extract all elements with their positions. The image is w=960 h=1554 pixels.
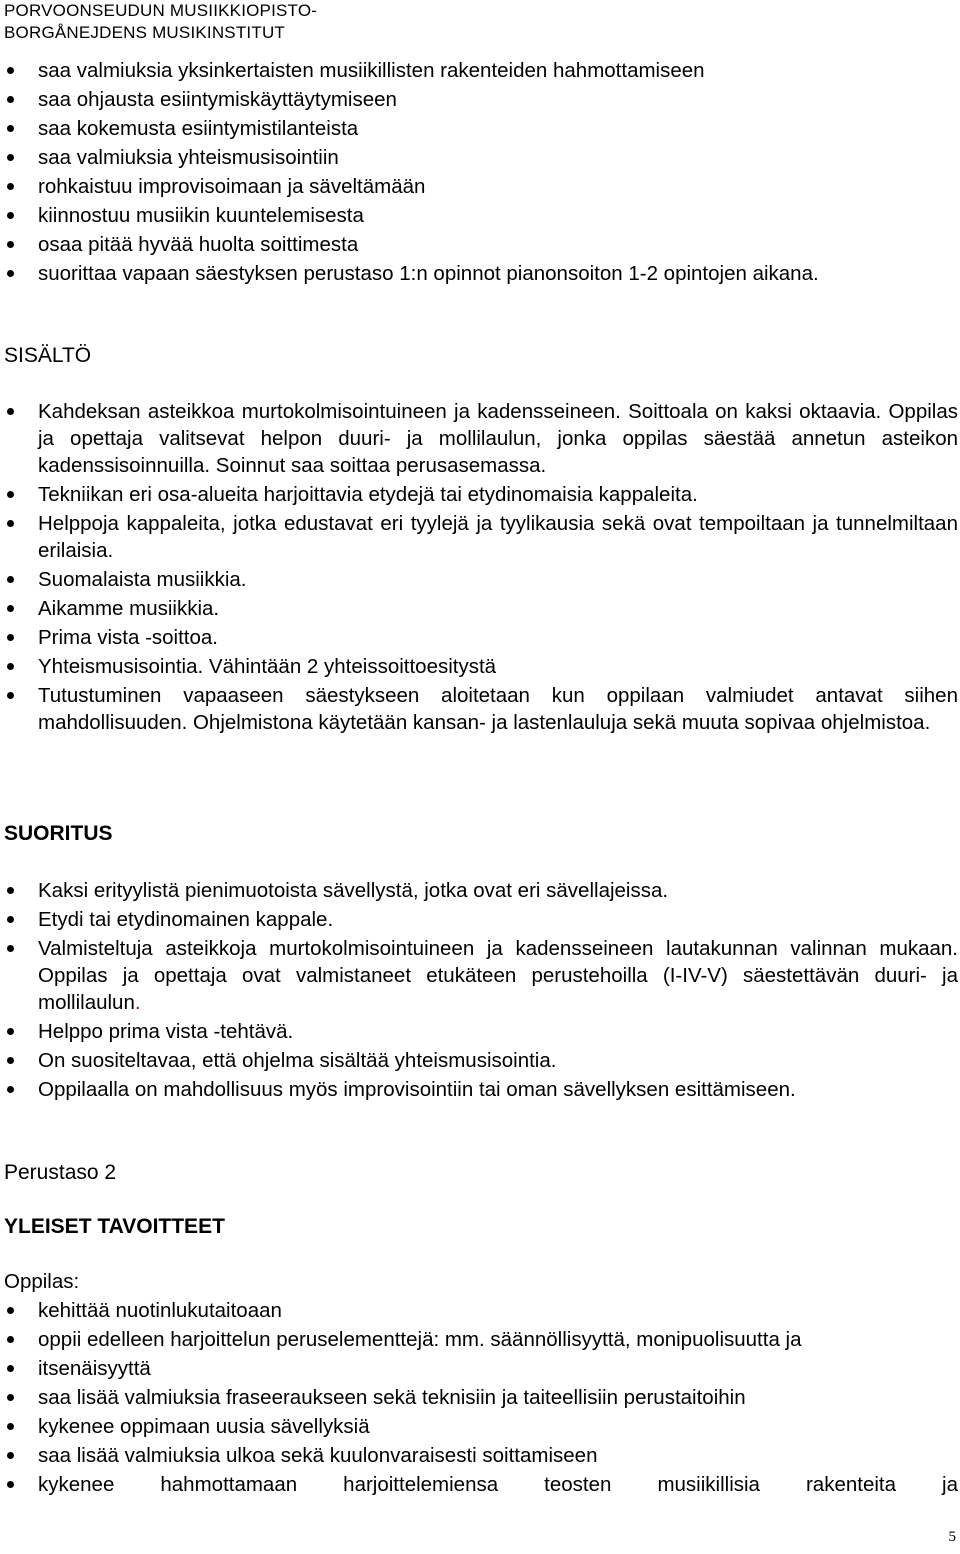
list-item: Helppoja kappaleita, jotka edustavat eri tyylejä ja tyylikausia sekä ovat tempoiltaan ja tunnelmiltaan erilaisia. xyxy=(0,510,958,564)
section-subheading-yleiset-tavoitteet: YLEISET TAVOITTEET xyxy=(4,1215,225,1238)
list-item: kykenee oppimaan uusia sävellyksiä xyxy=(0,1412,958,1441)
list-item: oppii edelleen harjoittelun peruselementtejä: mm. säännöllisyyttä, monipuolisuutta ja xyxy=(0,1325,958,1354)
list-item: On suositeltavaa, että ohjelma sisältää yhteismusisointia. xyxy=(0,1047,958,1074)
lead-text: Oppilas: xyxy=(4,1270,80,1293)
list-item: saa ohjausta esiintymiskäyttäytymiseen xyxy=(0,85,958,114)
list-item: kehittää nuotinlukutaitoaan xyxy=(0,1296,958,1325)
document-header xyxy=(4,0,317,44)
suoritus-list xyxy=(0,877,958,1103)
goals-list xyxy=(0,56,958,288)
list-item: suorittaa vapaan säestyksen perustaso 1:n opinnot pianonsoiton 1-2 opintojen aikana. xyxy=(0,259,958,288)
header-line-1: PORVOONSEUDUN MUSIIKKIOPISTO- xyxy=(4,1,318,20)
list-item: kiinnostuu musiikin kuuntelemisesta xyxy=(0,201,958,230)
list-item: Etydi tai etydinomainen kappale. xyxy=(0,906,958,933)
section-heading-perustaso-2: Perustaso 2 xyxy=(4,1161,117,1184)
list-item: Oppilaalla on mahdollisuus myös improvisointiin tai oman sävellyksen esittämiseen. xyxy=(0,1076,958,1103)
section-heading-suoritus: SUORITUS xyxy=(4,822,113,845)
list-item: rohkaistuu improvisoimaan ja säveltämään xyxy=(0,172,958,201)
sisalto-list xyxy=(0,398,958,736)
header-line-2: BORGÅNEJDENS MUSIKINSTITUT xyxy=(4,23,286,42)
list-item xyxy=(0,935,958,1016)
list-item: Kaksi erityylistä pienimuotoista sävellystä, jotka ovat eri sävellajeissa. xyxy=(0,877,958,904)
list-item: osaa pitää hyvää huolta soittimesta xyxy=(0,230,958,259)
list-item: saa lisää valmiuksia fraseeraukseen sekä teknisiin ja taiteellisiin perustaitoihin xyxy=(0,1383,958,1412)
list-item: Kahdeksan asteikkoa murtokolmisointuineen ja kadensseineen. Soittoala on kaksi oktaavia. Oppilas ja opettaja valitsevat helpon duuri- ja mollilaulun, jonka oppilas säestää annetun asteikon kadenssisoinnuilla. Soinnut saa soittaa perusasemassa. xyxy=(0,398,958,479)
list-item: Tekniikan eri osa-alueita harjoittavia etydejä tai etydinomaisia kappaleita. xyxy=(0,481,958,508)
list-item: Aikamme musiikkia. xyxy=(0,595,958,622)
list-item: saa valmiuksia yksinkertaisten musiikillisten rakenteiden hahmottamiseen xyxy=(0,56,958,85)
page-number: 5 xyxy=(948,1529,956,1545)
item-text: Valmisteltuja asteikkoja murtokolmisointuineen ja kadensseineen lautakunnan valinnan mukaan. Oppilas ja opettaja ovat valmistaneet etukäteen perustehoilla (I-IV-V) säestettävän duuri- ja mollilaulun xyxy=(38,937,958,1014)
list-item: itsenäisyyttä xyxy=(0,1354,958,1383)
list-item: Suomalaista musiikkia. xyxy=(0,566,958,593)
list-item: saa kokemusta esiintymistilanteista xyxy=(0,114,958,143)
perustaso2-goals-list xyxy=(0,1296,958,1499)
list-item: Prima vista -soittoa. xyxy=(0,624,958,651)
item-period: . xyxy=(134,991,141,1014)
list-item: saa valmiuksia yhteismusisointiin xyxy=(0,143,958,172)
list-item: Tutustuminen vapaaseen säestykseen aloitetaan kun oppilaan valmiudet antavat siihen mahdollisuuden. Ohjelmistona käytetään kansan- ja lastenlauluja sekä muuta sopivaa ohjelmistoa. xyxy=(0,682,958,736)
section-heading-sisalto: SISÄLTÖ xyxy=(4,344,92,367)
list-item: saa lisää valmiuksia ulkoa sekä kuulonvaraisesti soittamiseen xyxy=(0,1441,958,1470)
list-item: Helppo prima vista -tehtävä. xyxy=(0,1018,958,1045)
list-item: kykenee hahmottamaan harjoittelemiensa teosten musiikillisia rakenteita ja xyxy=(0,1470,958,1499)
list-item: Yhteismusisointia. Vähintään 2 yhteissoittoesitystä xyxy=(0,653,958,680)
